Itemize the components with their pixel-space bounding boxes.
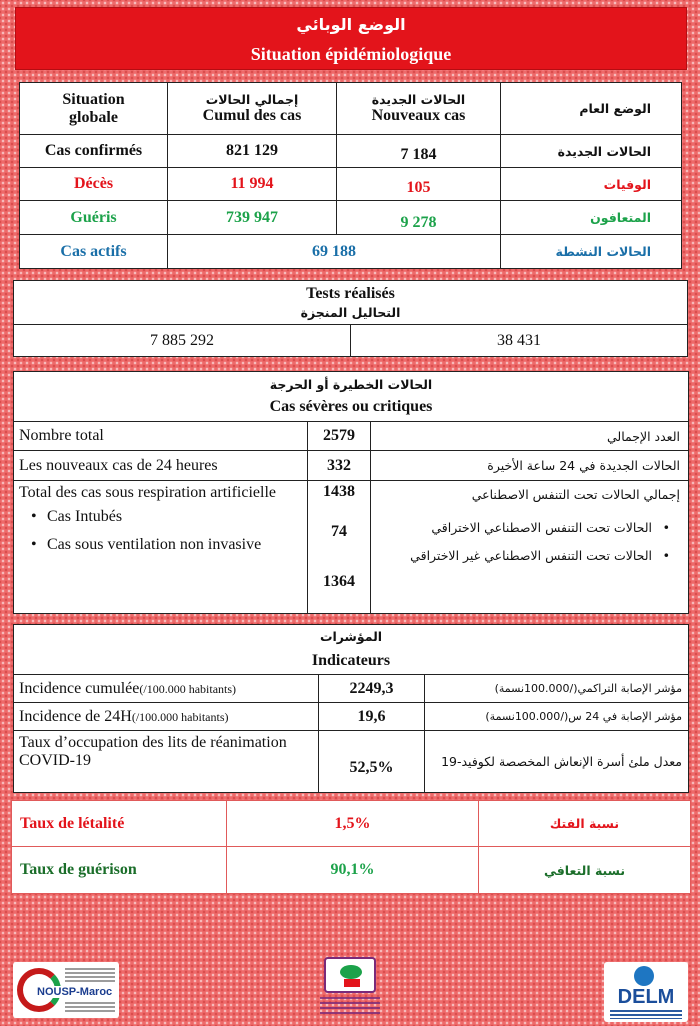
tests-title: Tests réalisés التحاليل المنجزة	[14, 281, 688, 325]
severe-noninv-label: • Cas sous ventilation non invasive	[19, 536, 303, 554]
row-deaths-label: Décès	[20, 168, 168, 201]
severe-cases-table	[13, 371, 688, 613]
ministry-logo	[320, 955, 380, 1021]
delm-caption-lines	[610, 1010, 682, 1019]
severe-total-label: Nombre total	[14, 422, 308, 451]
nousp-logo	[13, 962, 119, 1018]
rate-recovery-label: Taux de guérison	[12, 847, 227, 894]
row-confirmed-new: 7 184	[337, 135, 501, 168]
summary-table	[19, 82, 681, 268]
severe-new24-value: 332	[308, 451, 371, 481]
rate-recovery-value: 90,1%	[227, 847, 479, 894]
row-recovered-label: Guéris	[20, 201, 168, 235]
severe-intub-value: 74	[331, 523, 347, 540]
severe-resp-label: Total des cas sous respiration artificielle	[19, 484, 277, 501]
severe-resp-label-ar: إجمالي الحالات تحت التنفس الاصطناعي	[471, 487, 680, 502]
severe-intub-label: • Cas Intubés	[19, 508, 303, 526]
ministry-caption-lines	[320, 997, 380, 1017]
indicator-beds-label-ar: معدل ملئ أسرة الإنعاش المخصصة لكوفيد-19	[425, 731, 689, 793]
title-french: Situation épidémiologique	[250, 44, 452, 64]
severe-total-label-ar: العدد الإجمالي	[371, 422, 689, 451]
row-recovered-new: 9 278	[337, 201, 501, 235]
severe-resp-cell	[14, 481, 308, 614]
title-arabic: الوضع الوبائي	[296, 15, 406, 34]
severe-new24-label-ar: الحالات الجديدة في 24 ساعة الأخيرة	[371, 451, 689, 481]
indicator-beds-label: Taux d’occupation des lits de réanimation COVID-19	[14, 731, 319, 793]
indicator-24h-label: Incidence de 24H(/100.000 habitants)	[14, 703, 319, 731]
indicator-cumul-value: 2249,3	[319, 675, 425, 703]
indicator-cumul-label: Incidence cumulée(/100.000 habitants)	[14, 675, 319, 703]
rates-table	[11, 800, 690, 893]
severe-resp-values	[308, 481, 371, 614]
rate-lethality-label: Taux de létalité	[12, 801, 227, 847]
rate-recovery-label-ar: نسبة التعافي	[479, 847, 691, 894]
severe-title: الحالات الخطيرة أو الحرجة Cas sévères ou critiques	[14, 372, 689, 422]
delm-emblem-icon	[634, 966, 654, 986]
row-deaths-new: 105	[337, 168, 501, 201]
header-status: الوضع العام	[501, 83, 682, 135]
indicators-table	[13, 624, 688, 792]
ministry-emblem-icon	[324, 957, 376, 993]
severe-new24-label: Les nouveaux cas de 24 heures	[14, 451, 308, 481]
nousp-caption-lines-2	[65, 1002, 115, 1014]
row-confirmed-label: Cas confirmés	[20, 135, 168, 168]
indicator-24h-value: 19,6	[319, 703, 425, 731]
severe-total-value: 2579	[308, 422, 371, 451]
nousp-caption-lines	[65, 968, 115, 982]
indicator-cumul-label-ar: مؤشر الإصابة التراكمي(/100.000نسمة)	[425, 675, 689, 703]
nousp-logo-name: NOUSP-Maroc	[37, 986, 113, 998]
rate-lethality-value: 1,5%	[227, 801, 479, 847]
indicators-title: المؤشرات Indicateurs	[14, 625, 689, 675]
row-deaths-label-ar: الوفيات	[501, 168, 682, 201]
header-global: Situation globale	[20, 83, 168, 135]
indicator-beds-value: 52,5%	[319, 731, 425, 793]
severe-intub-label-ar: • الحالات تحت التنفس الاصطناعي الاختراقي	[375, 520, 680, 535]
severe-noninv-value: 1364	[323, 573, 355, 590]
indicator-24h-label-ar: مؤشر الإصابة في 24 س(/100.000نسمة)	[425, 703, 689, 731]
severe-noninv-label-ar: • الحالات تحت التنفس الاصطناعي غير الاختراقي	[375, 545, 680, 567]
row-confirmed-cumul: 821 129	[168, 135, 337, 168]
row-active-value: 69 188	[168, 235, 501, 269]
row-active-label-ar: الحالات النشطة	[501, 235, 682, 269]
tests-table	[13, 280, 688, 356]
rate-lethality-label-ar: نسبة الفتك	[479, 801, 691, 847]
row-recovered-label-ar: المتعافون	[501, 201, 682, 235]
row-deaths-cumul: 11 994	[168, 168, 337, 201]
delm-logo	[604, 962, 688, 1022]
severe-resp-value: 1438	[323, 483, 355, 500]
row-active-label: Cas actifs	[20, 235, 168, 269]
severe-resp-cell-ar	[371, 481, 689, 614]
header-new: الحالات الجديدة Nouveaux cas	[337, 83, 501, 135]
delm-logo-name: DELM	[617, 986, 675, 1008]
tests-total: 7 885 292	[14, 325, 351, 357]
row-confirmed-label-ar: الحالات الجديدة	[501, 135, 682, 168]
tests-new: 38 431	[351, 325, 688, 357]
row-recovered-cumul: 739 947	[168, 201, 337, 235]
header-cumul: إجمالي الحالات Cumul des cas	[168, 83, 337, 135]
page-header	[15, 7, 687, 70]
